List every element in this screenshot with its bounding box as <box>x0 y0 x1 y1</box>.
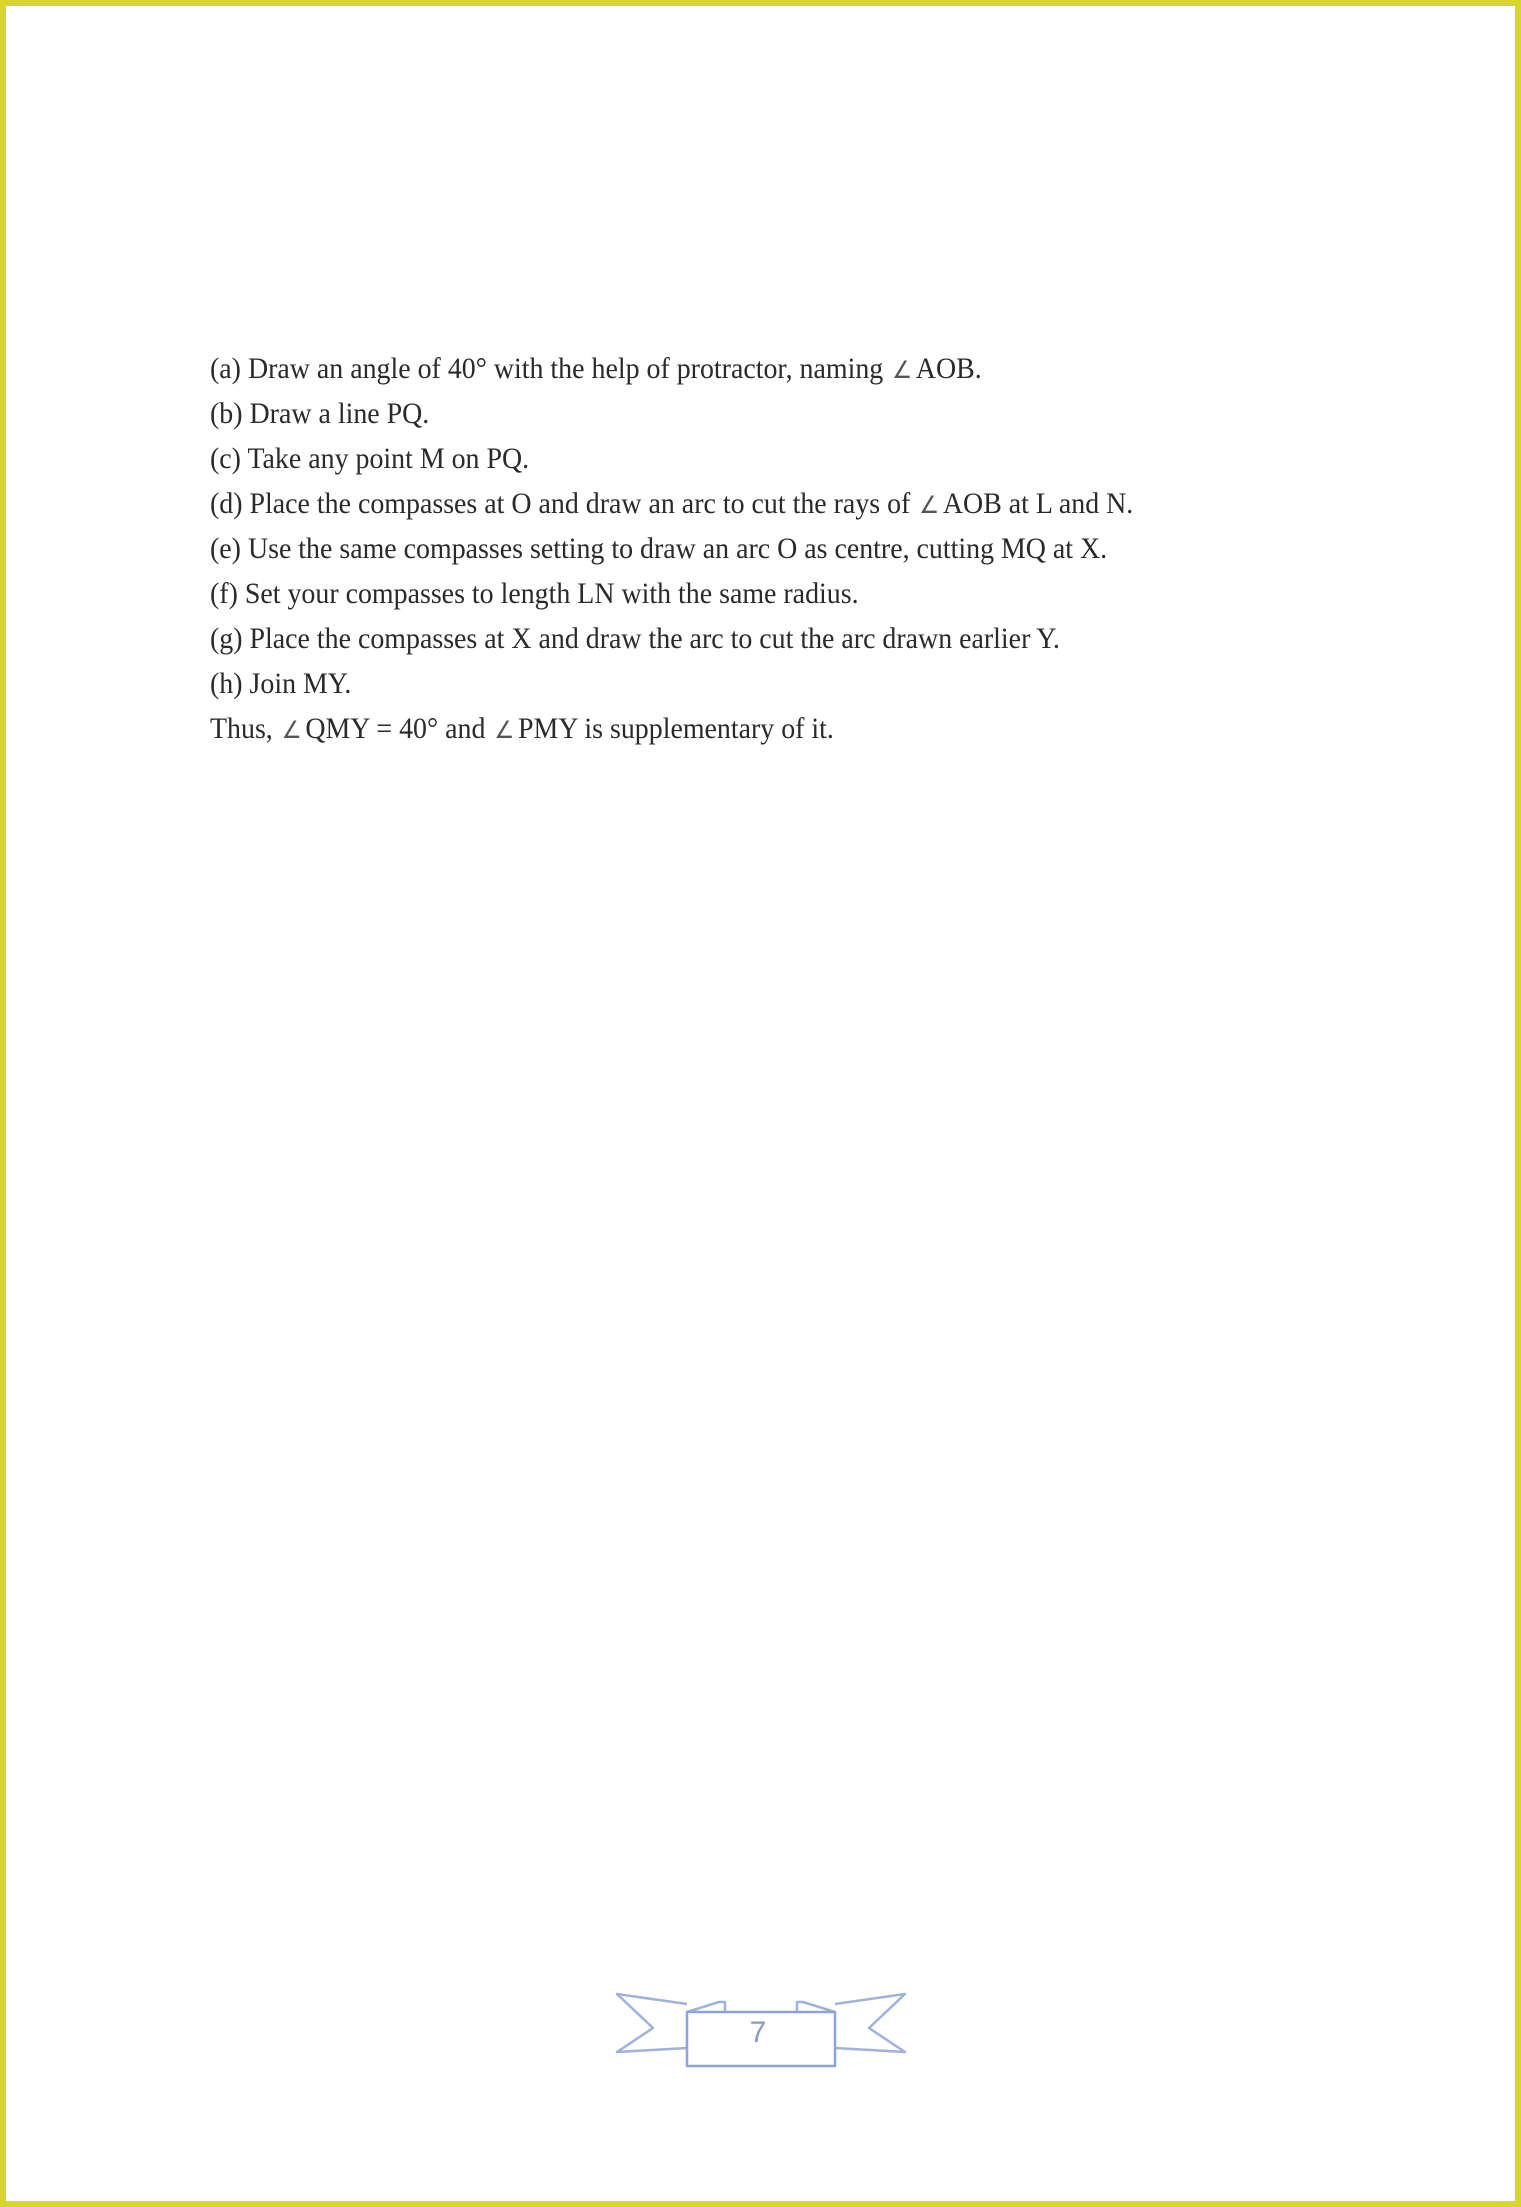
step-label: (a) <box>210 352 241 385</box>
conclusion-text: QMY = <box>305 712 400 745</box>
conclusion-text: Thus, <box>210 712 280 745</box>
step-a <box>210 346 982 391</box>
step-label: (b) <box>210 397 243 430</box>
step-label: (c) <box>210 442 241 475</box>
page-number-ribbon <box>615 1990 907 2070</box>
step-text: Set your compasses to length LN with the same radius. <box>244 577 859 610</box>
step-label: (e) <box>210 532 241 565</box>
step-text: AOB at L and N. <box>942 487 1134 520</box>
step-text: Place the compasses at O and draw an arc to cut the rays of <box>249 487 918 520</box>
conclusion-text: PMY is supplementary of it. <box>517 712 834 745</box>
step-text: with the help of protractor, naming <box>486 352 891 385</box>
step-text: Draw an angle of <box>247 352 448 385</box>
step-text: AOB. <box>915 352 982 385</box>
angle-symbol-icon: ∠ <box>494 716 515 744</box>
step-text: Place the compasses at X and draw the arc to cut the arc drawn earlier Y. <box>249 622 1060 655</box>
step-h <box>210 661 351 706</box>
step-text: Use the same compasses setting to draw an arc O as centre, cutting MQ at X. <box>247 532 1108 565</box>
conclusion <box>210 706 834 751</box>
step-text: Join MY. <box>249 667 352 700</box>
step-e <box>210 526 1107 571</box>
conclusion-text: and <box>438 712 493 745</box>
step-label: (g) <box>210 622 243 655</box>
angle-symbol-icon: ∠ <box>281 716 302 744</box>
step-text: Draw a line PQ. <box>249 397 430 430</box>
step-b <box>210 391 429 436</box>
page-number: 7 <box>749 2016 767 2049</box>
angle-value: 40° <box>447 352 487 385</box>
step-c <box>210 436 529 481</box>
step-g <box>210 616 1060 661</box>
step-f <box>210 571 859 616</box>
step-d <box>210 481 1133 526</box>
angle-value: 40° <box>399 712 439 745</box>
step-text: Take any point M on PQ. <box>247 442 530 475</box>
step-label: (f) <box>210 577 238 610</box>
angle-symbol-icon: ∠ <box>892 356 913 384</box>
angle-symbol-icon: ∠ <box>919 491 940 519</box>
step-label: (d) <box>210 487 243 520</box>
step-label: (h) <box>210 667 243 700</box>
